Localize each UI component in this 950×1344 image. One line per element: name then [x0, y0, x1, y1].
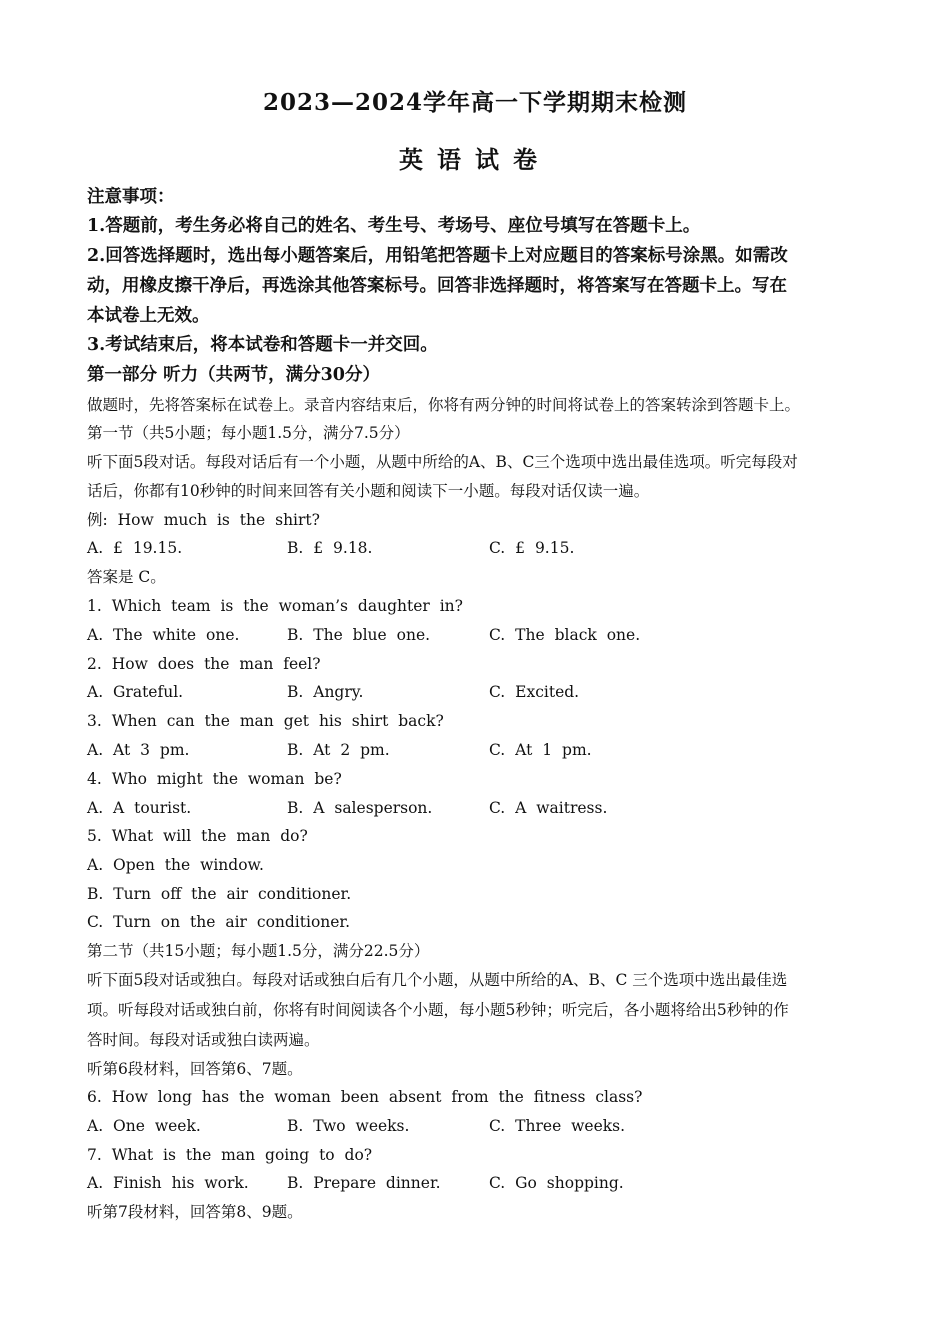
q4-option-a: A. A tourist.: [87, 799, 192, 817]
q3-option-b: B. At 2 pm.: [287, 741, 390, 759]
q6-option-b: B. Two weeks.: [287, 1117, 410, 1135]
q2-option-a: A. Grateful.: [87, 683, 184, 701]
section2-directions-line-3: 答时间。每段对话或独白读两遍。: [87, 1031, 320, 1049]
exam-subtitle: 英语试卷: [399, 145, 551, 174]
notice-item-2-line-1: 2.回答选择题时，选出每小题答案后，用铅笔把答题卡上对应题目的答案标号涂黑。如需改: [87, 246, 788, 266]
q1-option-a: A. The white one.: [87, 626, 240, 644]
section2-directions-line-2: 项。听每段对话或独白前，你将有时间阅读各个小题，每小题5秒钟；听完后，各小题将给出5秒钟的作: [87, 1001, 789, 1019]
example-answer: 答案是 C。: [87, 568, 166, 586]
question-1: 1. Which team is the woman’s daughter in?: [87, 597, 463, 615]
section1-directions-line-1: 听下面5段对话。每段对话后有一个小题，从题中所给的A、B、C三个选项中选出最佳选项。听完每段对: [87, 453, 798, 471]
part1-instruction: 做题时，先将答案标在试卷上。录音内容结束后，你将有两分钟的时间将试卷上的答案转涂到答题卡上。: [87, 396, 801, 414]
q3-option-c: C. At 1 pm.: [489, 741, 592, 759]
q7-option-c: C. Go shopping.: [489, 1174, 624, 1192]
example-option-b: B. £ 9.18.: [287, 539, 373, 557]
example-option-c: C. £ 9.15.: [489, 539, 575, 557]
section1-directions-line-2: 话后，你都有10秒钟的时间来回答有关小题和阅读下一小题。每段对话仅读一遍。: [87, 482, 650, 500]
q1-option-b: B. The blue one.: [287, 626, 431, 644]
section2-directions-line-1: 听下面5段对话或独白。每段对话或独白后有几个小题，从题中所给的A、B、C 三个选项中选出最佳选: [87, 971, 788, 989]
q7-option-b: B. Prepare dinner.: [287, 1174, 441, 1192]
question-4: 4. Who might the woman be?: [87, 770, 342, 788]
notice-item-2-line-2: 动，用橡皮擦干净后，再选涂其他答案标号。回答非选择题时，将答案写在答题卡上。写在: [87, 276, 787, 296]
q4-option-b: B. A salesperson.: [287, 799, 433, 817]
q5-option-b: B. Turn off the air conditioner.: [87, 885, 352, 903]
question-5: 5. What will the man do?: [87, 827, 308, 845]
material-6-heading: 听第6段材料，回答第6、7题。: [87, 1060, 303, 1078]
question-7: 7. What is the man going to do?: [87, 1146, 373, 1164]
notice-item-2-line-3: 本试卷上无效。: [87, 306, 210, 326]
material-7-heading: 听第7段材料，回答第8、9题。: [87, 1203, 303, 1221]
notice-item-3: 3.考试结束后，将本试卷和答题卡一并交回。: [87, 335, 438, 355]
q4-option-c: C. A waitress.: [489, 799, 608, 817]
part1-heading: 第一部分 听力（共两节，满分30分）: [87, 365, 380, 385]
question-2: 2. How does the man feel?: [87, 655, 321, 673]
notice-heading: 注意事项：: [87, 187, 175, 207]
q6-option-c: C. Three weeks.: [489, 1117, 626, 1135]
question-6: 6. How long has the woman been absent from the fitness class?: [87, 1088, 643, 1106]
section2-heading: 第二节（共15小题；每小题1.5分，满分22.5分）: [87, 942, 430, 960]
q5-option-c: C. Turn on the air conditioner.: [87, 913, 351, 931]
example-option-a: A. £ 19.15.: [87, 539, 183, 557]
q2-option-c: C. Excited.: [489, 683, 580, 701]
q6-option-a: A. One week.: [87, 1117, 201, 1135]
q2-option-b: B. Angry.: [287, 683, 364, 701]
q1-option-c: C. The black one.: [489, 626, 641, 644]
section1-heading: 第一节（共5小题；每小题1.5分，满分7.5分）: [87, 424, 410, 442]
notice-item-1: 1.答题前，考生务必将自己的姓名、考生号、考场号、座位号填写在答题卡上。: [87, 216, 701, 236]
q5-option-a: A. Open the window.: [87, 856, 264, 874]
exam-title: 2023—2024学年高一下学期期末检测: [262, 89, 688, 116]
q3-option-a: A. At 3 pm.: [87, 741, 190, 759]
question-3: 3. When can the man get his shirt back?: [87, 712, 444, 730]
q7-option-a: A. Finish his work.: [87, 1174, 249, 1192]
example-question: 例: How much is the shirt?: [87, 511, 320, 529]
